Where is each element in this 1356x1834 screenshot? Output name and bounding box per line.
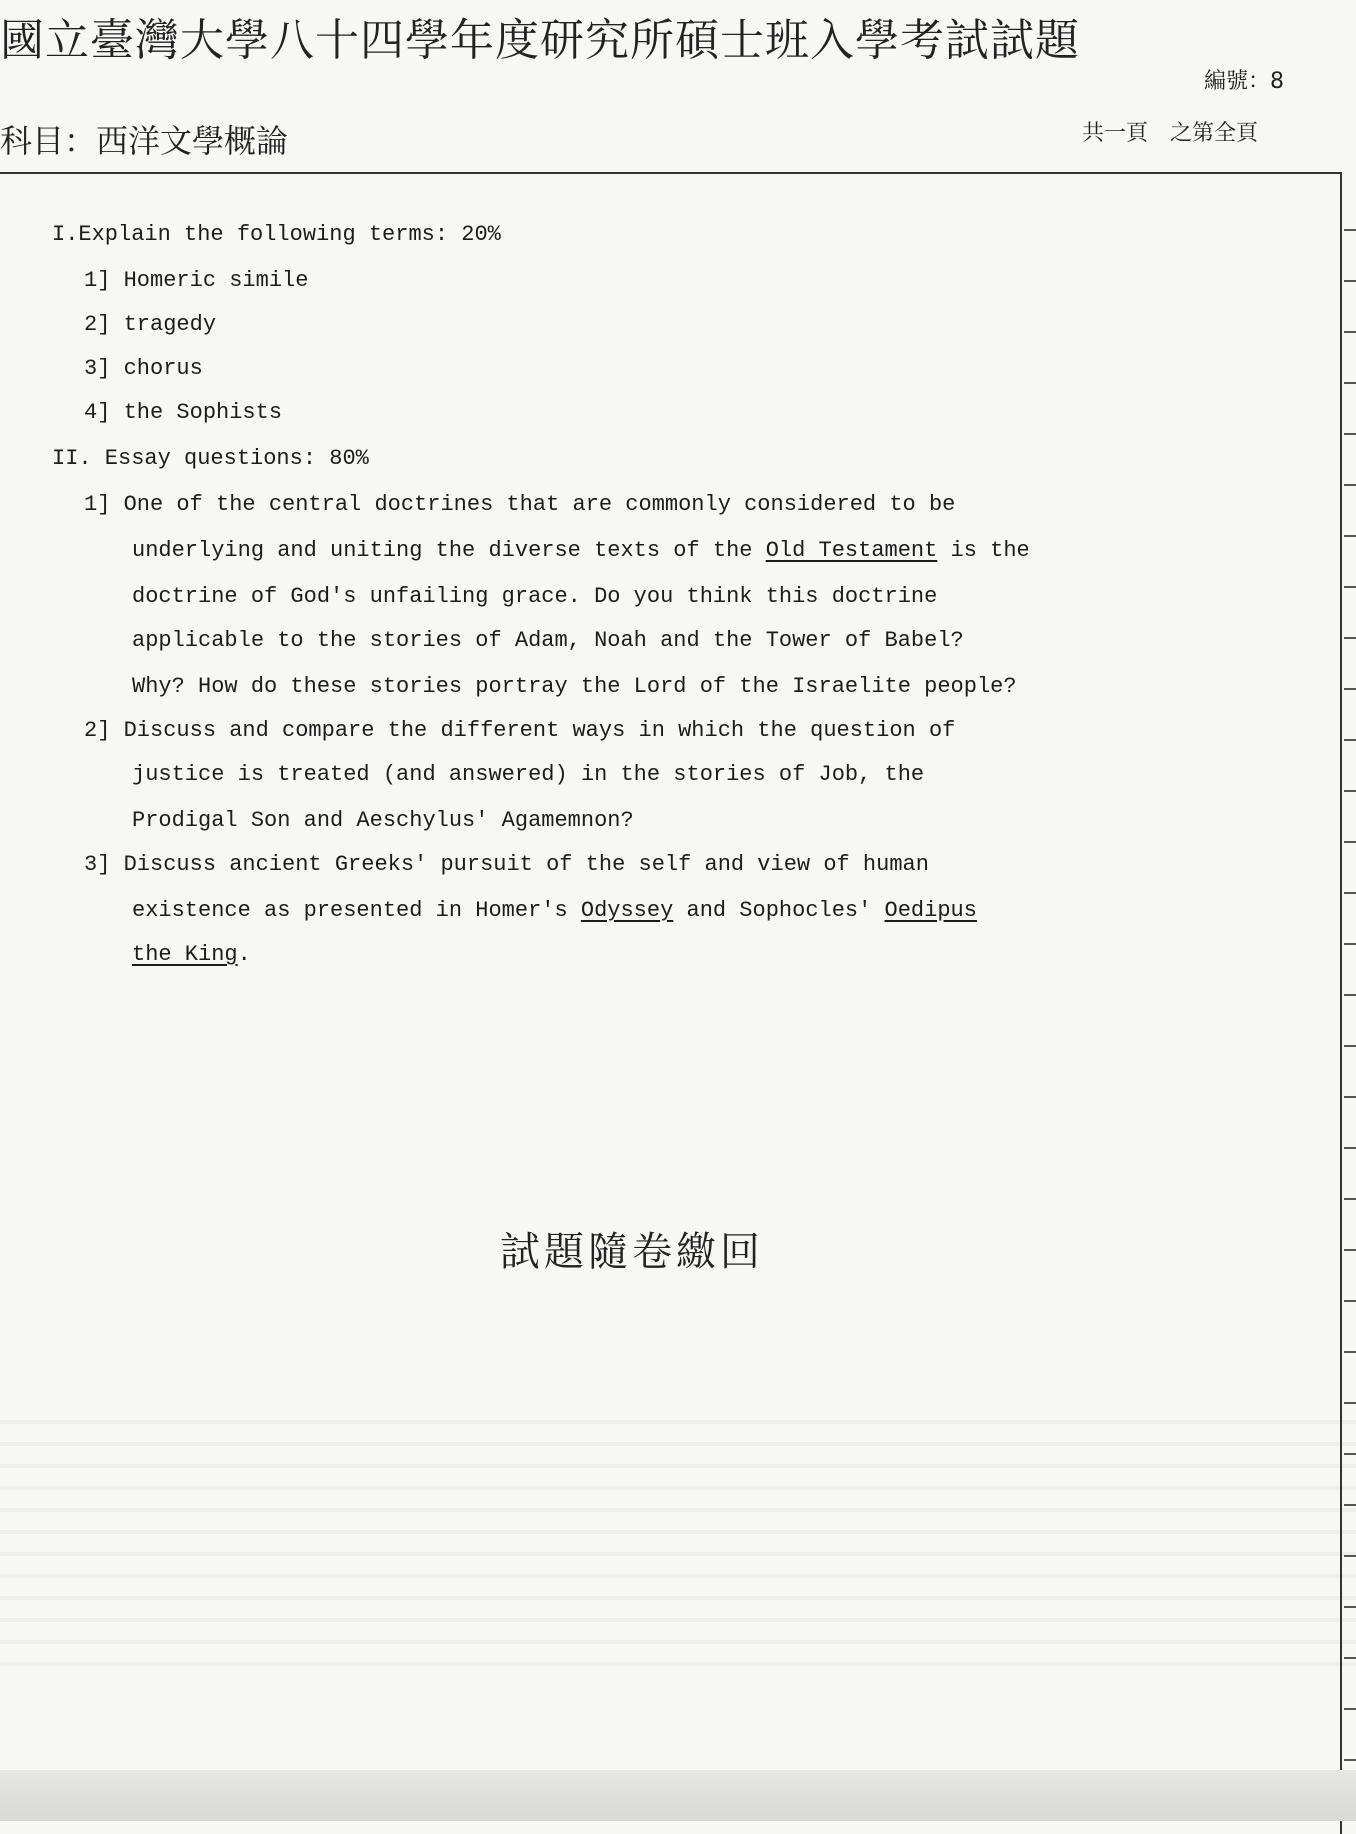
q2-line-1: 2] Discuss and compare the different ways in which the question of [84,718,956,743]
odyssey-title: Odyssey [580,898,674,923]
q1-line-4: applicable to the stories of Adam, Noah and the Tower of Babel? [132,628,964,653]
q3-line-1: 3] Discuss ancient Greeks' pursuit of the self and view of human [84,852,929,877]
q3-line-2 [132,898,977,923]
q1-line-1: 1] One of the central doctrines that are commonly considered to be [84,492,956,517]
return-exam-stamp: 試題隨卷繳回 [500,1229,764,1275]
oedipus-title: Oedipus [884,898,977,923]
q1-line-3: doctrine of God's unfailing grace. Do you think this doctrine [132,584,938,609]
q2-line-2: justice is treated (and answered) in the stories of Job, the [132,762,925,787]
q3-line-3 [132,942,251,967]
bleed-through-texture [0,1420,1356,1670]
part1-item-4: 4] the Sophists [84,400,283,425]
q3-text: existence as presented in Homer's [132,898,581,923]
part1-item-2: 2] tragedy [84,312,217,337]
q1-line-5: Why? How do these stories portray the Lord of the Israelite people? [132,674,1017,699]
part2-heading: II. Essay questions: 80% [52,446,369,471]
q1-line-2 [132,538,1030,563]
q3-text: and Sophocles' [673,898,885,923]
subject-label: 科目：西洋文學概論 [0,122,289,160]
page-count: 共一頁 之第全頁 [1081,121,1258,146]
serial-number: 編號：8 [1204,69,1284,94]
part1-heading: I.Explain the following terms: 20% [52,222,501,247]
q3-text: . [237,942,251,967]
old-testament-title: Old Testament [765,538,938,563]
part1-item-3: 3] chorus [84,356,203,381]
q1-text: is the [937,538,1030,563]
the-king-title: the King [132,942,238,967]
part1-item-1: 1] Homeric simile [84,268,309,293]
q1-text: underlying and uniting the diverse texts of the [132,538,766,563]
exam-title: 國立臺灣大學八十四學年度研究所碩士班入學考試試題 [0,15,1080,66]
scan-bottom-band [0,1770,1356,1821]
q2-line-3: Prodigal Son and Aeschylus' Agamemnon? [132,808,634,833]
